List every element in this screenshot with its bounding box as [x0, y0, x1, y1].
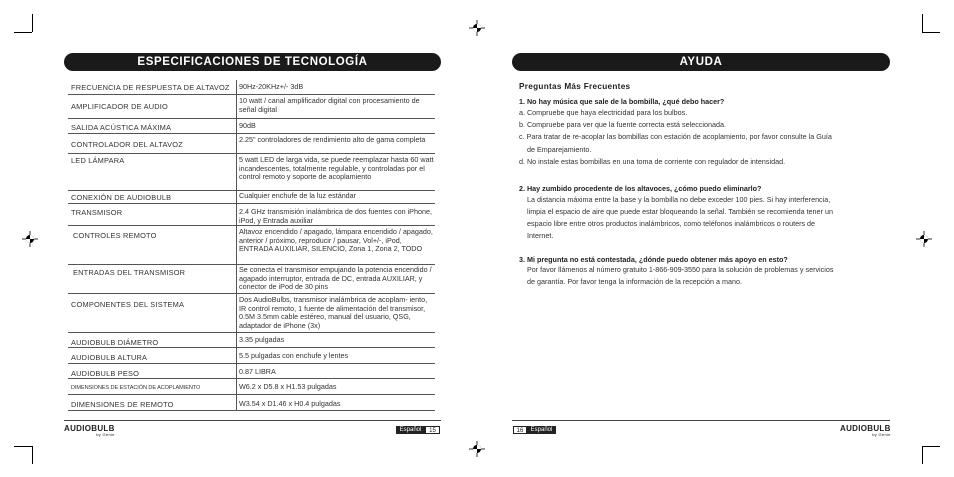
spec-value: 0.87 LIBRA [239, 367, 276, 376]
spec-row [68, 156, 435, 191]
spec-row [68, 397, 435, 411]
faq-title: Preguntas Más Frecuentes [519, 82, 631, 91]
faq-answer: a. Compruebe que haya electricidad para los bulbos. [519, 108, 688, 117]
spec-row [68, 97, 435, 119]
spec-row [68, 366, 435, 379]
audiobulb-logo [64, 424, 115, 437]
spec-label: COMPONENTES DEL SISTEMA [71, 300, 185, 309]
footer-rule [64, 420, 441, 421]
spec-label: CONTROLADOR DEL ALTAVOZ [71, 140, 183, 149]
registration-mark-icon [22, 231, 38, 247]
spec-value: Cualquier enchufe de la luz estándar [239, 191, 357, 200]
spec-label: CONTROLES REMOTO [73, 231, 157, 240]
crop-mark [14, 446, 32, 447]
registration-mark-icon [469, 441, 485, 457]
crop-mark [922, 446, 940, 447]
spec-value: W6.2 x D5.8 x H1.53 pulgadas [239, 382, 337, 391]
spec-label: AMPLIFICADOR DE AUDIO [71, 102, 169, 111]
faq-answer: b. Compruebe para ver que la fuente correcta está seleccionada. [519, 120, 726, 129]
audiobulb-logo [840, 424, 891, 437]
spec-label: LED LÁMPARA [71, 156, 125, 165]
spec-row [68, 381, 435, 395]
faq-question-2: 2. Hay zumbido procedente de los altavoces, ¿cómo puedo eliminarlo? [519, 184, 762, 193]
spec-row [68, 296, 435, 333]
spec-header: ESPECIFICACIONES DE TECNOLOGÍA [64, 53, 441, 71]
faq-question-1: 1. No hay música que sale de la bombilla, ¿qué debo hacer? [519, 97, 725, 106]
faq-answer: La distancia máxima entre la base y la bombilla no debe exceder 100 pies. Si hay interferencia, [527, 195, 831, 204]
spec-label: AUDIOBULB DIÁMETRO [71, 338, 159, 347]
spec-row [68, 121, 435, 134]
spec-value: Se conecta el transmisor empujando la potencia encendido / agapado interruptor, entrada de DC, entrada AUXILIAR, y conector de iPod de 30 pins [239, 265, 432, 292]
faq-answer: de Emparejamiento. [527, 145, 592, 154]
faq-answer: d. No instale estas bombillas en una toma de corriente con regulador de intensidad. [519, 157, 786, 166]
registration-mark-icon [469, 20, 485, 36]
crop-mark [32, 14, 33, 32]
spec-row [68, 192, 435, 204]
spec-label: FRECUENCIA DE RESPUESTA DE ALTAVOZ [71, 83, 230, 92]
logo-text: AUDIOBULB [840, 424, 891, 433]
spec-value: 2.4 GHz transmisión inalámbrica de dos fuentes con iPhone, iPod, y Entrada auxiliar [239, 207, 432, 225]
faq-answer: Internet. [527, 231, 554, 240]
spec-label: DIMENSIONES DE ESTACIÓN DE ACOPLAMIENTO [71, 385, 201, 391]
spec-row [68, 266, 435, 294]
spec-row [68, 228, 435, 265]
crop-mark [14, 32, 32, 33]
spec-row [68, 335, 435, 348]
faq-answer: limpia el espacio de aire que puede estar bloqueando la señal. También se recomienda tener un [527, 207, 833, 216]
faq-answer: espacio libre entre otros productos inalámbricos, como teléfonos inalámbricos o routers de [527, 219, 816, 228]
faq-answer: c. Para tratar de re-acoplar las bombillas con estación de acoplamiento, por favor consulte la Guía [519, 132, 832, 141]
faq-answer: de garantía. Por favor tenga la información de la recepción a mano. [527, 277, 742, 286]
spec-value: 3.35 pulgadas [239, 335, 285, 344]
spec-value: 5 watt LED de larga vida, se puede reemplazar hasta 60 watt incandescentes, totalmente regulable, y controladas por el control remoto y soporte de acoplamiento [239, 155, 434, 182]
spec-row [68, 206, 435, 226]
spec-row [68, 82, 435, 95]
spec-row [68, 350, 435, 364]
spec-value: 10 watt / canal amplificador digital con procesamiento de señal digital [239, 96, 420, 114]
faq-answer: Por favor llámenos al número gratuito 1-866-909-3550 para la solución de problemas y servicios [527, 265, 834, 274]
spec-value: W3.54 x D1.46 x H0.4 pulgadas [239, 399, 341, 408]
logo-subtext: by Genie [872, 432, 891, 437]
page-number: 16 [513, 426, 527, 434]
footer-rule [512, 420, 890, 421]
spec-label: TRANSMISOR [71, 208, 123, 217]
spec-label: SALIDA ACÚSTICA MÁXIMA [71, 123, 172, 132]
language-tab: Español [527, 426, 556, 434]
crop-mark [922, 32, 940, 33]
logo-text: AUDIOBULB [64, 424, 115, 433]
page-number: 15 [425, 426, 440, 434]
spec-value: Altavoz encendido / apagado, lámpara encendido / apagado, anterior / próximo, reproducir / pausar, Vol+/-, iPod, ENTRADA AUXILIAR, SILENCIO, Zona 1, Zona 2, TODO [239, 227, 433, 254]
spec-label: ENTRADAS DEL TRANSMISOR [73, 268, 186, 277]
help-header: AYUDA [512, 53, 890, 71]
spec-value: 90dB [239, 121, 256, 130]
spec-label: DIMENSIONES DE REMOTO [71, 400, 174, 409]
spec-label: AUDIOBULB PESO [71, 369, 140, 378]
language-tab: Español [396, 426, 425, 434]
crop-mark [32, 446, 33, 464]
faq-question-3: 3. Mi pregunta no está contestada, ¿dónde puedo obtener más apoyo en esto? [519, 255, 788, 264]
spec-label: AUDIOBULB ALTURA [71, 353, 148, 362]
spec-label: CONEXIÓN DE AUDIOBULB [71, 193, 172, 202]
crop-mark [922, 14, 923, 32]
crop-mark [922, 446, 923, 464]
spec-value: 2.25" controladores de rendimiento alto de gama completa [239, 135, 426, 144]
registration-mark-icon [916, 231, 932, 247]
spec-value: Dos AudioBulbs, transmisor inalámbrica de acoplam- iento, IR control remoto, 1 fuente de alimentación del transmisor, 0.5M 3.5mm cable estéreo, manual del usuario, QSG, adaptador de iPhone (3x) [239, 295, 428, 330]
spec-value: 5.5 pulgadas con enchufe y lentes [239, 351, 349, 360]
spec-row [68, 136, 435, 154]
spec-value: 90Hz-20KHz+/- 3dB [239, 82, 304, 91]
logo-subtext: by Genie [96, 432, 115, 437]
